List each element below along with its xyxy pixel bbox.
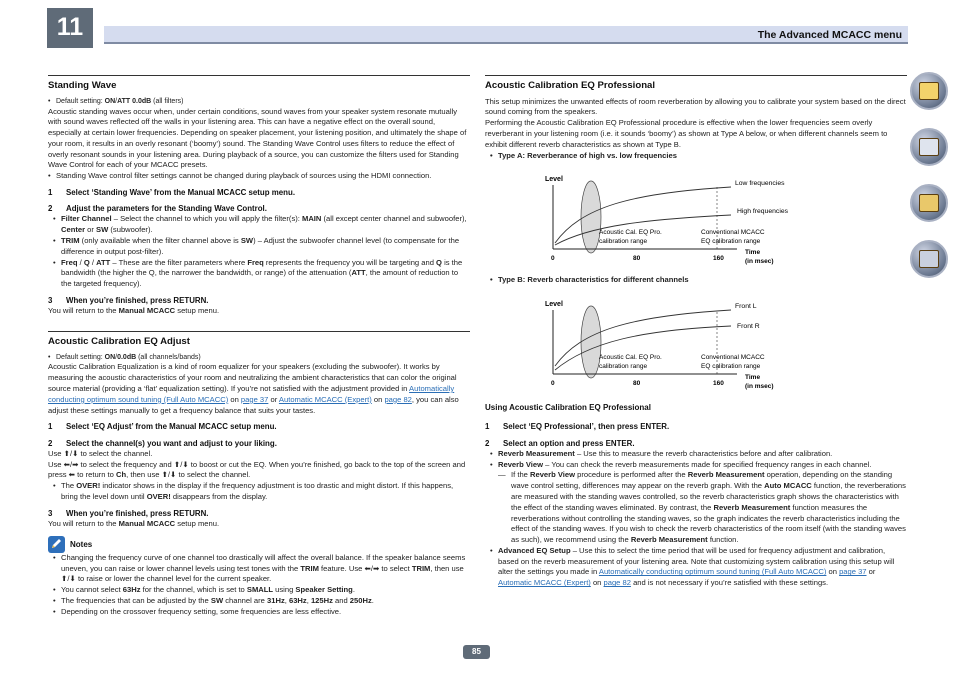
chart-a-tick-0: 0	[551, 255, 555, 263]
expert-mcacc-link[interactable]: Automatic MCACC (Expert)	[278, 394, 372, 404]
chart-a-curve1-label: Low frequencies	[735, 180, 785, 188]
eq-step-1: 1 Select ‘EQ Adjust’ from the Manual MCACC setup menu.	[48, 422, 277, 432]
standing-wave-default: • Default setting: ON/ATT 0.0dB (all filters)	[48, 97, 470, 107]
eq-adjust-default: • Default setting: ON/0.0dB (all channels/bands)	[48, 353, 470, 363]
notes-title: Notes	[70, 539, 93, 549]
left-column	[48, 75, 470, 617]
chart-a-range1-l2: calibration range	[599, 238, 648, 246]
page-82-link[interactable]: page 82	[384, 394, 412, 404]
trim-item: • TRIM (only available when the filter channel above is SW) – Adjust the subwoofer channel level (to compensate for the difference in output post-filter).	[53, 236, 470, 258]
adv-page-82-link[interactable]: page 82	[603, 578, 631, 588]
chart-b-ylabel: Level	[545, 301, 563, 309]
chart-type-a	[541, 165, 871, 269]
chart-b-range2-l2: EQ calibration range	[701, 363, 761, 371]
chart-b-range1-l2: calibration range	[599, 363, 648, 371]
manual-book-icon[interactable]	[910, 72, 948, 110]
reverb-view-item: • Reverb View – You can check the reverb measurements made for specified frequency ranges in each channel.	[490, 460, 907, 471]
eq-pro-intro-1: This setup minimizes the unwanted effects of room reverberation by allowing you to calibrate your system based on the direct sound coming from the speakers.	[485, 96, 906, 117]
eq-step-2: 2 Select the channel(s) you want and adjust to your liking.	[48, 438, 277, 448]
chart-b-xlabel-l2: (in msec)	[745, 383, 774, 391]
chart-b-tick-0: 0	[551, 380, 555, 388]
eq-use-1: Use ⬆/⬇ to select the channel.	[48, 448, 153, 458]
adv-page-37-link[interactable]: page 37	[839, 567, 867, 577]
adv-expert-mcacc-link[interactable]: Automatic MCACC (Expert)	[498, 578, 591, 588]
chart-b-range-ellipse	[581, 306, 601, 378]
header-band	[104, 26, 908, 44]
eq-return-text: You will return to the Manual MCACC setup menu.	[48, 518, 220, 528]
chart-type-b	[541, 290, 871, 394]
appendix-icon[interactable]	[910, 240, 948, 278]
over-indicator-item: • The OVER! indicator shows in the display if the frequency adjustment is too drastic and might distort. If this happens, bring the level down until OVER! disappears from the display.	[53, 481, 470, 503]
note-2: • You cannot select 63Hz for the channel, which is set to SMALL using Speaker Setting.	[53, 585, 470, 596]
sw-return-text: You will return to the Manual MCACC setup menu.	[48, 306, 220, 316]
eq-adjust-title: Acoustic Calibration EQ Adjust	[48, 331, 470, 349]
note-3: • The frequencies that can be adjusted by the SW channel are 31Hz, 63Hz, 125Hz and 250Hz.	[53, 596, 470, 607]
eq-adjust-intro: Acoustic Calibration Equalization is a kind of room equalizer for your speakers (excluding the subwoofer). It works by measuring the acoustic characteristics of your room and neutralizing the ambient characteristics that can color the original source material (providing a ‘flat’ equalization setting). If you’re not satisfied with the adjustment provided in Automatically conducting optimum sound tuning (Full Auto MCACC) on page 37 or Automatic MCACC (Expert) on page 82, you can also adjust these settings manually to get a frequency balance that suits your tastes.	[48, 362, 459, 415]
freq-q-att-item: • Freq / Q / ATT – These are the filter parameters where Freq represents the frequency you will be targeting and Q is the bandwidth (the higher the Q, the narrower the bandwidth, or range) of the attenuation (ATT, the amount of reduction to the targeted frequency).	[53, 258, 470, 290]
eq-pro-intro-2: Performing the Acoustic Calibration EQ Professional procedure is effective when the lower frequencies seem overly reverberant in your listening room (i.e. it sounds ‘boomy’) as shown at Type A below, or when different channels seem to exhibit different reverb characteristics as shown at Type B.	[485, 118, 888, 149]
adv-full-auto-mcacc-link[interactable]: Automatically conducting optimum sound tuning (Full Auto MCACC)	[598, 567, 827, 577]
chart-b-tick-80: 80	[633, 380, 641, 388]
pro-step-2: 2 Select an option and press ENTER.	[485, 438, 635, 448]
using-eq-pro-title: Using Acoustic Calibration EQ Professional	[485, 403, 651, 413]
advanced-eq-setup-item: • Advanced EQ Setup – Use this to select the time period that will be used for frequency adjustment and calibration, based on the reverb measurement of your listening area. Note that customizing system calibration using this setup will alter the settings you made in Automatically conducting optimum sound tuning (Full Auto MCACC) on page 37 or Automatic MCACC (Expert) on page 82 and is not necessary if you’re satisfied with these settings.	[490, 546, 907, 589]
eq-step-3: 3 When you’re finished, press RETURN.	[48, 508, 209, 518]
notes-pencil-icon	[48, 536, 65, 553]
notes-header	[48, 536, 470, 553]
chart-a-tick-80: 80	[633, 255, 641, 263]
chart-a-tick-160: 160	[713, 255, 724, 263]
chart-b-curve2-label: Front R	[737, 323, 760, 331]
right-column	[485, 75, 907, 589]
header-title: The Advanced MCACC menu	[757, 29, 902, 41]
eq-pro-title: Acoustic Calibration EQ Professional	[485, 75, 907, 93]
page-number: 85	[463, 645, 490, 659]
chart-a-ylabel: Level	[545, 176, 563, 184]
type-b-label: • Type B: Reverb characteristics for different channels	[490, 275, 907, 286]
filter-channel-item: • Filter Channel – Select the channel to which you will apply the filter(s): MAIN (all except center channel and subwoofer), Center or SW (subwoofer).	[53, 214, 470, 236]
chart-a-xlabel-l2: (in msec)	[745, 258, 774, 266]
chart-a-xlabel-l1: Time	[745, 249, 761, 257]
full-auto-mcacc-link[interactable]: Automatically conducting optimum sound tuning (Full Auto MCACC)	[48, 384, 455, 404]
chart-a-range2-l1: Conventional MCACC	[701, 229, 765, 237]
chart-b-range2-l1: Conventional MCACC	[701, 354, 765, 362]
reverb-view-detail: — If the Reverb View procedure is performed after the Reverb Measurement operation, depending on the standing wave control setting, differences may appear on the reverb graph. With the Auto MCACC function, the reverberations are measured with the standing waves controlled, so the reverb characteristics graph shows the characteristics with the effect of the standing waves eliminated. By contrast, the Reverb Measurement function measures the reverberations without controlling the standing waves, so the graph indicates the reverb characteristics including the effect of the standing waves. If you wish to check the reverb characteristics of the room itself (with the standing waves as such), we recommend using the Reverb Measurement function.	[485, 470, 907, 545]
note-1: • Changing the frequency curve of one channel too drastically will affect the overall balance. If the speaker balance seems uneven, you can raise or lower channel levels using test tones with the TRIM feature. Use ⬅/➡ to select TRIM, then use ⬆/⬇ to raise or lower the channel level for the current speaker.	[53, 553, 470, 585]
pro-step-1: 1 Select ‘EQ Professional’, then press ENTER.	[485, 422, 670, 432]
sw-step-1: 1 Select ‘Standing Wave’ from the Manual MCACC setup menu.	[48, 188, 296, 198]
chart-a-range2-l2: EQ calibration range	[701, 238, 761, 246]
reverb-measurement-item: • Reverb Measurement – Use this to measure the reverb characteristics before and after calibration.	[490, 449, 907, 460]
standing-wave-title: Standing Wave	[48, 75, 470, 93]
standing-wave-intro: Acoustic standing waves occur when, under certain conditions, sound waves from your speaker system resonate mutually with sound waves reflected off the walls in your listening area. This can have a negative effect on the overall sound, especially at certain lower frequencies. Depending on speaker placement, your listening position, and ultimately the shape of your room, it results in an overly resonant (‘boomy’) sound. The Standing Wave Control uses filters to reduce the effect of overly resonant sounds in your listening area. During playback of a source, you can customize the filters used for Standing Wave Control for each of your MCACC presets.	[48, 106, 467, 170]
standing-wave-hdmi-note: • Standing Wave control filter settings cannot be changed during playback of sources using the HDMI connection.	[48, 171, 470, 182]
type-a-label: • Type A: Reverberance of high vs. low frequencies	[490, 151, 907, 162]
chart-b-tick-160: 160	[713, 380, 724, 388]
note-4: • Depending on the crossover frequency setting, some frequencies are less effective.	[53, 607, 470, 618]
eq-use-2: Use ⬅/➡ to select the frequency and ⬆/⬇ to boost or cut the EQ. When you’re finished, go back to the top of the screen and press ⬅ to return to Ch, then use ⬆/⬇ to select the channel.	[48, 459, 466, 480]
chart-b-xlabel-l1: Time	[745, 374, 761, 382]
sw-step-3: 3 When you’re finished, press RETURN.	[48, 295, 209, 305]
control-panel-icon[interactable]	[910, 128, 948, 166]
chart-b-curve1-label: Front L	[735, 303, 757, 311]
chart-b-range1-l1: Acoustic Cal. EQ Pro.	[599, 354, 662, 362]
chart-a-range1-l1: Acoustic Cal. EQ Pro.	[599, 229, 662, 237]
faq-icon[interactable]	[910, 184, 948, 222]
sw-step-2: 2 Adjust the parameters for the Standing Wave Control.	[48, 204, 267, 214]
chart-a-curve2-label: High frequencies	[737, 208, 789, 216]
chapter-number: 11	[47, 8, 93, 48]
page-37-link[interactable]: page 37	[240, 394, 269, 404]
